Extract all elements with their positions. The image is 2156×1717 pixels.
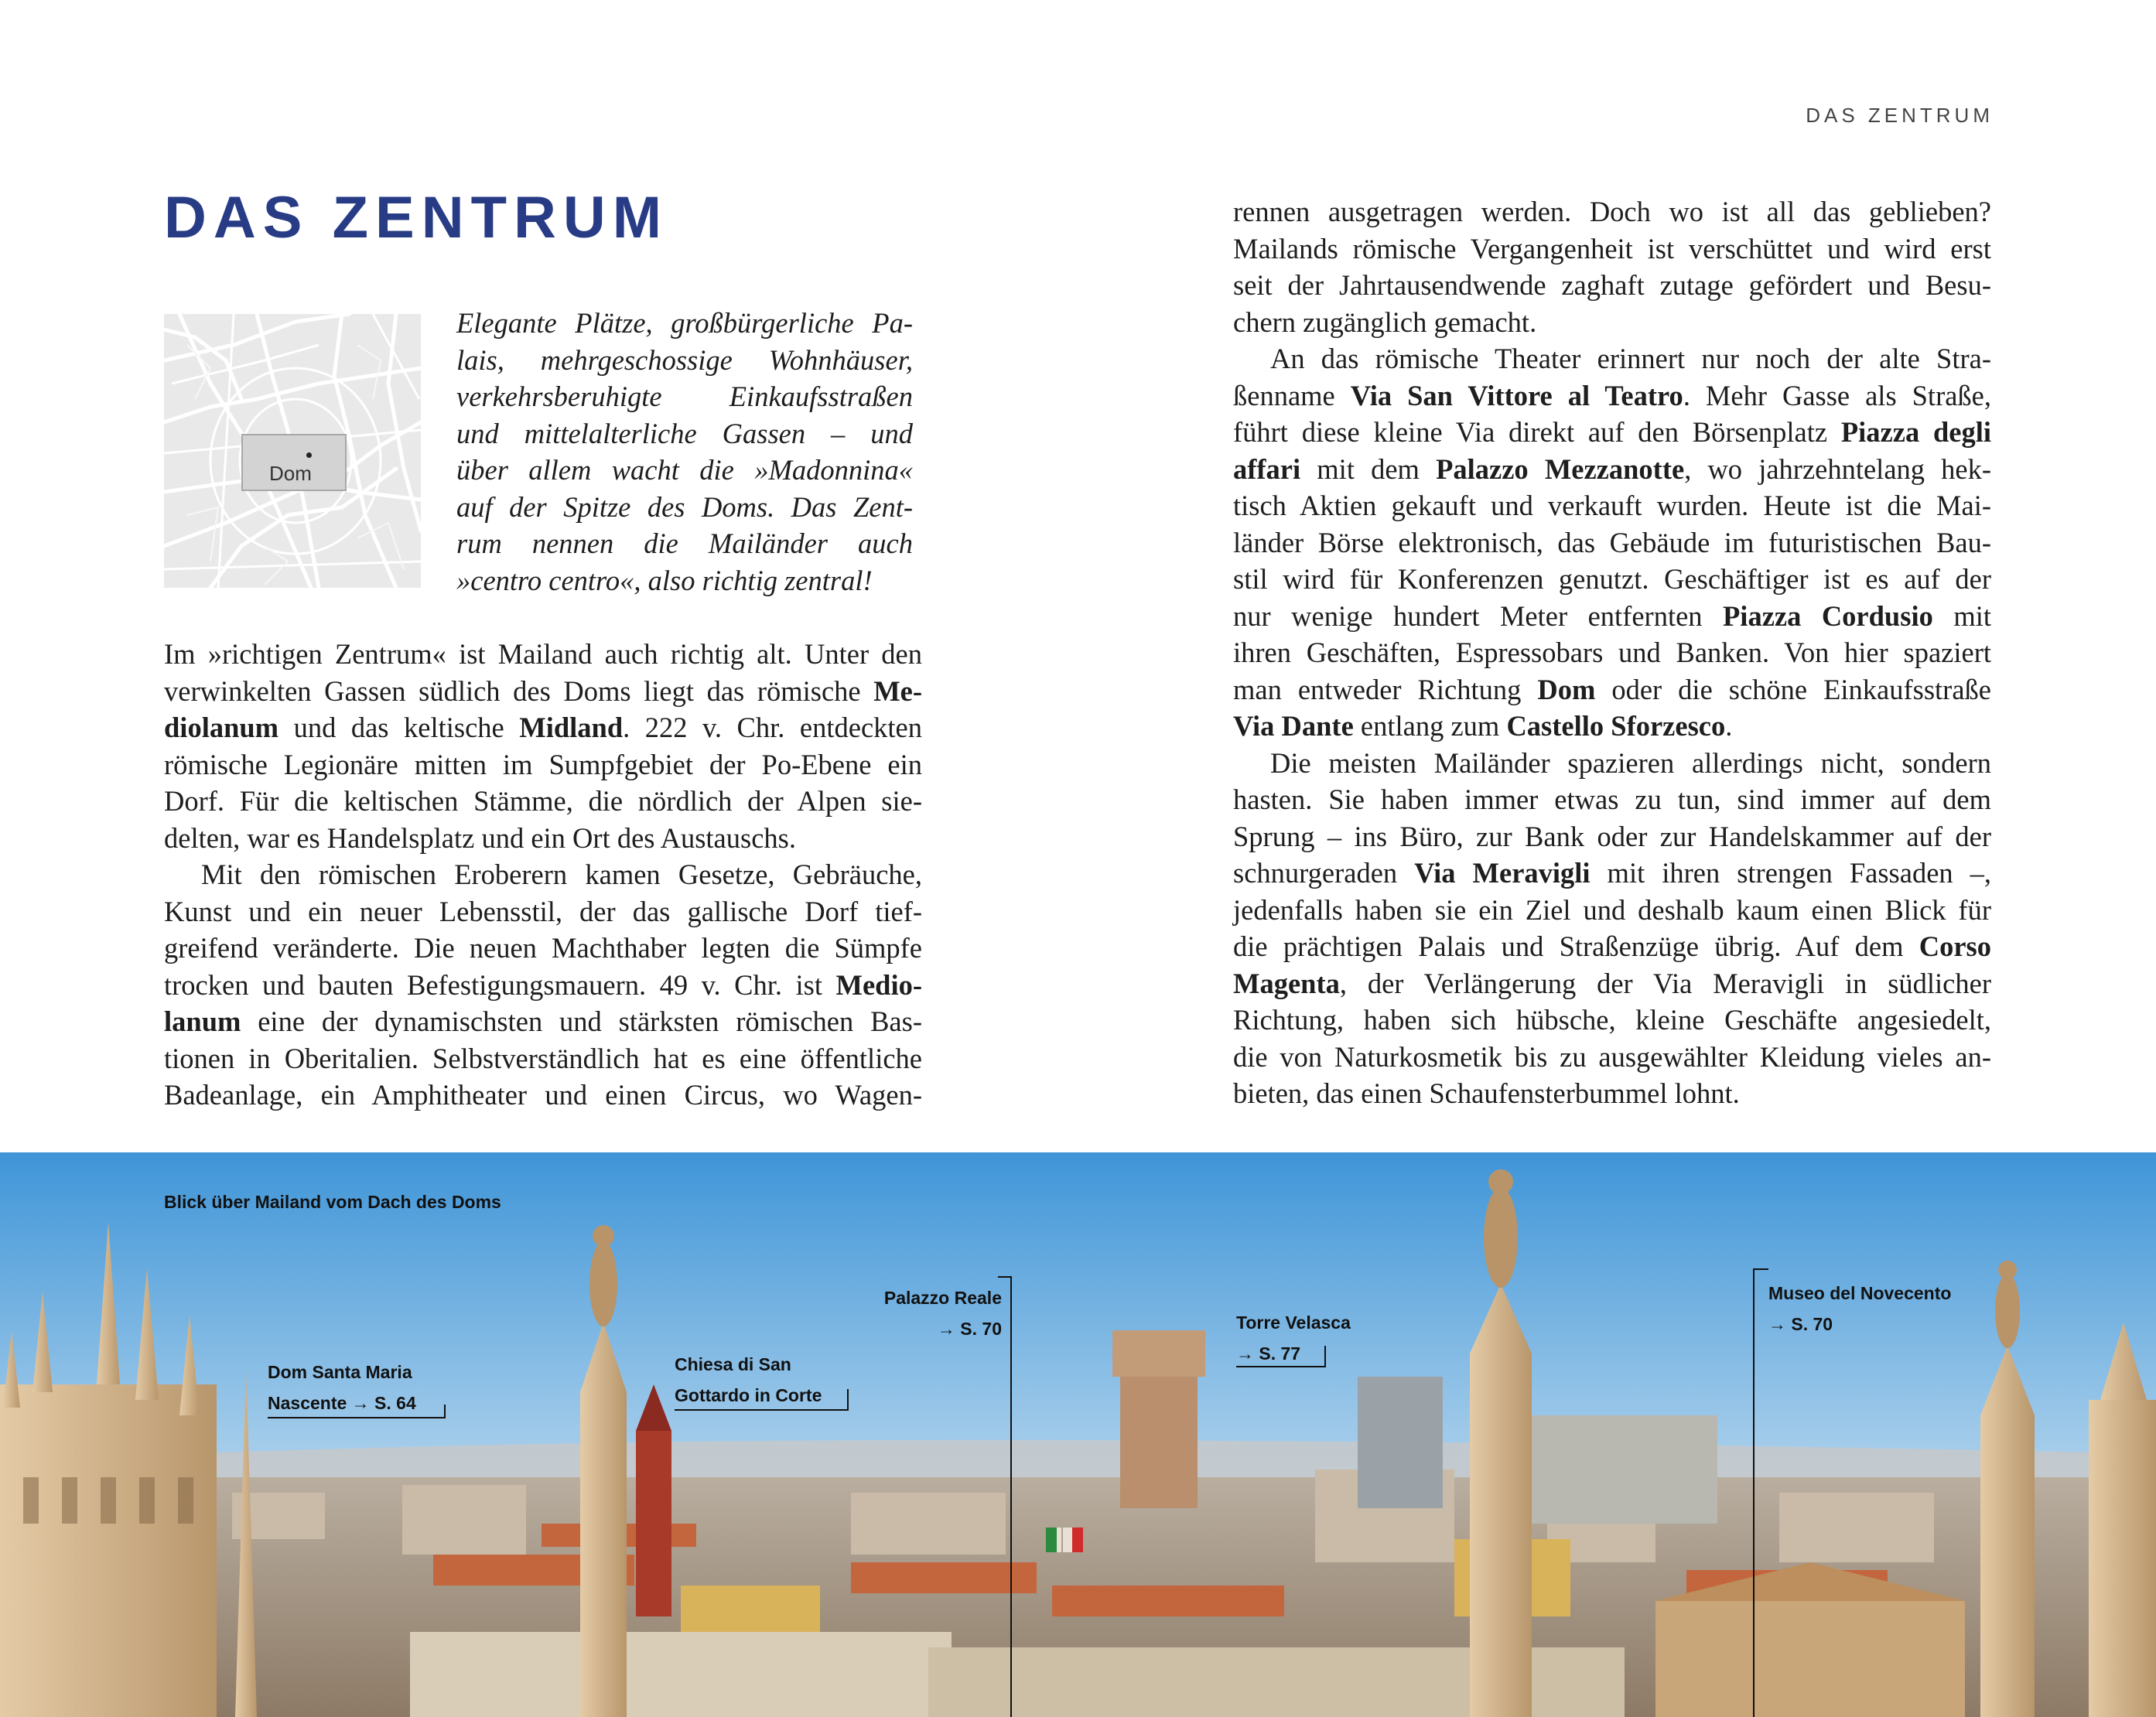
text-run: , wo jahrzehntelang hek-: [1684, 452, 1992, 485]
label-leader-line: [1010, 1276, 1012, 1717]
place-name: Magenta: [1233, 967, 1340, 999]
text-line: [1233, 928, 1991, 965]
paragraph: [164, 636, 922, 856]
place-name: Castello Sforzesco: [1506, 710, 1726, 742]
text-line: delten, war es Handelsplatz und ein Ort des Austauschs.: [164, 821, 796, 854]
text-run: eine der dynamischsten und stärksten römischen Bas-: [241, 1005, 922, 1037]
text-run: mit dem: [1300, 452, 1437, 485]
label-dom-santa-maria: [268, 1357, 416, 1418]
text-line: bieten, das einen Schaufensterbummel lohnt.: [1233, 1077, 1740, 1109]
paragraph: [1233, 193, 1991, 340]
map-highlight-dom: [241, 434, 347, 491]
label-leader-line: [444, 1405, 446, 1418]
text-run: trocken und bauten Befestigungsmauern. 49 v. Chr. ist: [164, 968, 836, 1001]
place-name: Midland: [519, 712, 624, 743]
text-line: chern zugänglich gemacht.: [1233, 306, 1537, 338]
intro-line: »centro centro«, also richtig zentral!: [456, 564, 873, 596]
label-line: Palazzo Reale: [883, 1288, 1002, 1308]
place-name: Corso: [1919, 930, 1991, 962]
text-line: Die meisten Mailänder spazieren allerdings nicht, sondern: [1270, 746, 1991, 779]
san-gottardo-tower: [636, 1384, 671, 1616]
place-name: Medio-: [835, 968, 922, 1001]
text-line: Richtung, haben sich hübsche, kleine Geschäfte angesiedelt,: [1233, 1004, 1991, 1036]
text-run: mit: [1932, 599, 1991, 632]
map-label: Dom: [269, 462, 312, 485]
intro-line: und mittelalterliche Gassen – und: [456, 417, 913, 449]
chapter-title: DAS ZENTRUM: [164, 185, 669, 251]
place-name: Via San Vittore al Teatro: [1350, 379, 1683, 411]
text-line: die von Naturkosmetik bis zu ausgewählter Kleidung vieles an-: [1233, 1040, 1991, 1073]
label-line: Gottardo in Corte: [675, 1385, 822, 1405]
text-line: [1233, 414, 1991, 451]
text-run: . Mehr Gasse als Straße,: [1683, 379, 1991, 411]
text-line: [164, 709, 922, 746]
label-line: Torre Velasca: [1236, 1312, 1351, 1333]
place-name: Me-: [873, 674, 922, 707]
text-line: [1233, 451, 1991, 488]
intro-line: Elegante Plätze, großbürgerliche Pa-: [456, 307, 913, 339]
panorama-photo: [0, 1152, 2156, 1717]
photo-caption: Blick über Mailand vom Dach des Doms: [164, 1192, 501, 1212]
place-name: affari: [1233, 452, 1301, 485]
torre-velasca: [1112, 1330, 1205, 1508]
text-line: seit der Jahrtausendwende zaghaft zutage gefördert und Besu-: [1233, 269, 1991, 301]
text-run: verwinkelten Gassen südlich des Doms liegt das römische: [164, 674, 874, 707]
paragraph: [164, 856, 922, 1114]
place-name: Via Dante: [1233, 710, 1354, 742]
label-leader-line: [1324, 1346, 1326, 1367]
text-line: [1233, 598, 1991, 635]
text-run: und das keltische: [278, 712, 520, 743]
text-run: führt diese kleine Via direkt auf den Börsenplatz: [1233, 416, 1841, 448]
text-line: Sprung – ins Büro, zur Bank oder zur Handelskammer auf der: [1233, 820, 1991, 852]
text-line: [164, 673, 922, 710]
text-line: tionen in Oberitalien. Selbstverständlich hat es eine öffentliche: [164, 1042, 922, 1074]
label-leader-line: [268, 1417, 446, 1418]
label-line: Museo del Novecento: [1768, 1283, 1952, 1303]
text-line: länder Börse elektronisch, das Gebäude im futuristischen Bau-: [1233, 526, 1991, 558]
text-run: die prächtigen Palais und Straßenzüge übrig. Auf dem: [1233, 930, 1919, 962]
intro-line: lais, mehrgeschossige Wohnhäuser,: [456, 343, 913, 376]
text-line: [1233, 708, 1991, 745]
text-line: ihren Geschäften, Espressobars und Banken. Von hier spaziert: [1233, 637, 1991, 668]
intro-line: rum nennen die Mailänder auch: [456, 527, 913, 559]
body-column-left: [164, 636, 922, 1114]
place-name: Piazza degli: [1840, 416, 1991, 448]
label-leader-line: [1236, 1366, 1326, 1367]
place-name: Piazza Cordusio: [1723, 599, 1933, 632]
place-name: Via Meravigli: [1414, 857, 1591, 889]
label-chiesa-san-gottardo: [675, 1349, 822, 1411]
text-line: Mit den römischen Eroberern kamen Gesetze, Gebräuche,: [201, 858, 922, 890]
text-line: Im »richtigen Zentrum« ist Mailand auch richtig alt. Unter den: [164, 638, 922, 670]
locator-map: [164, 314, 421, 588]
label-leader-line: [1753, 1268, 1755, 1717]
label-leader-line: [675, 1409, 849, 1411]
text-line: römische Legionäre mitten im Sumpfgebiet der Po-Ebene ein: [164, 748, 922, 780]
running-head: DAS ZENTRUM: [1806, 104, 1994, 127]
intro-line: auf der Spitze des Doms. Das Zent-: [456, 490, 913, 523]
label-line: Nascente → S. 64: [268, 1393, 416, 1413]
text-line: hasten. Sie haben immer etwas zu tun, sind immer auf dem: [1233, 783, 1991, 815]
text-line: Badeanlage, ein Amphitheater und einen Circus, wo Wagen-: [164, 1079, 922, 1111]
text-line: [1233, 377, 1991, 415]
text-line: Kunst und ein neuer Lebensstil, der das gallische Dorf tief-: [164, 895, 922, 927]
place-name: Dom: [1537, 673, 1596, 705]
text-run: nur wenige hundert Meter entfernten: [1233, 599, 1724, 632]
text-run: schnurgeraden: [1233, 857, 1415, 889]
label-palazzo-reale: [866, 1282, 1002, 1344]
text-line: greifend veränderte. Die neuen Machthaber legten die Sümpfe: [164, 932, 922, 964]
paragraph: [1233, 340, 1991, 745]
text-run: entlang zum: [1353, 710, 1507, 742]
text-line: An das römische Theater erinnert nur noch der alte Stra-: [1270, 343, 1991, 374]
label-line: → S. 70: [1768, 1314, 1833, 1334]
text-line: [1233, 965, 1991, 1002]
place-name: lanum: [164, 1005, 241, 1037]
text-line: [164, 1003, 922, 1040]
label-museo-del-novecento: [1768, 1278, 1951, 1340]
text-line: Dorf. Für die keltischen Stämme, die nördlich der Alpen sie-: [164, 785, 922, 817]
text-run: man entweder Richtung: [1233, 673, 1538, 705]
milan-skyline-illustration: [0, 1152, 2156, 1717]
text-run: . 222 v. Chr. entdeckten: [623, 712, 923, 743]
label-line: Chiesa di San: [675, 1354, 791, 1374]
text-run: ßenname: [1233, 379, 1351, 411]
text-line: jedenfalls haben sie ein Ziel und deshalb kaum einen Blick für: [1233, 893, 1991, 926]
label-leader-line: [847, 1389, 849, 1411]
body-column-right: [1233, 193, 1991, 1112]
text-line: stil wird für Konferenzen genutzt. Geschäftiger ist es auf der: [1233, 563, 1991, 595]
text-run: mit ihren strengen Fassaden –,: [1590, 857, 1991, 889]
paragraph: [1233, 745, 1991, 1112]
text-run: , der Verlängerung der Via Meravigli in südlicher: [1339, 967, 1991, 999]
intro-line: über allem wacht die »Madonnina«: [456, 454, 913, 486]
text-line: rennen ausgetragen werden. Doch wo ist all das geblieben?: [1233, 196, 1991, 227]
text-line: [164, 967, 922, 1004]
text-run: .: [1725, 710, 1733, 742]
text-line: tisch Aktien gekauft und verkauft wurden. Heute ist die Mai-: [1233, 490, 1991, 521]
intro-line: verkehrsberuhigte Einkaufsstraßen: [456, 381, 913, 412]
label-torre-velasca: [1236, 1307, 1351, 1369]
text-line: Mailands römische Vergangenheit ist verschüttet und wird erst: [1233, 232, 1991, 265]
label-line: → S. 70: [937, 1319, 1002, 1339]
text-line: [1233, 855, 1991, 892]
location-marker-icon: [306, 452, 312, 458]
label-line: Dom Santa Maria: [268, 1362, 412, 1382]
place-name: Palazzo Mezzanotte: [1436, 452, 1685, 485]
label-leader-line: [998, 1276, 1012, 1278]
text-line: [1233, 671, 1991, 708]
text-run: oder die schöne Einkaufsstraße: [1595, 673, 1991, 705]
intro-text: [456, 305, 913, 599]
label-line: → S. 77: [1236, 1343, 1301, 1364]
label-leader-line: [1753, 1268, 1768, 1270]
place-name: diolanum: [164, 712, 279, 743]
